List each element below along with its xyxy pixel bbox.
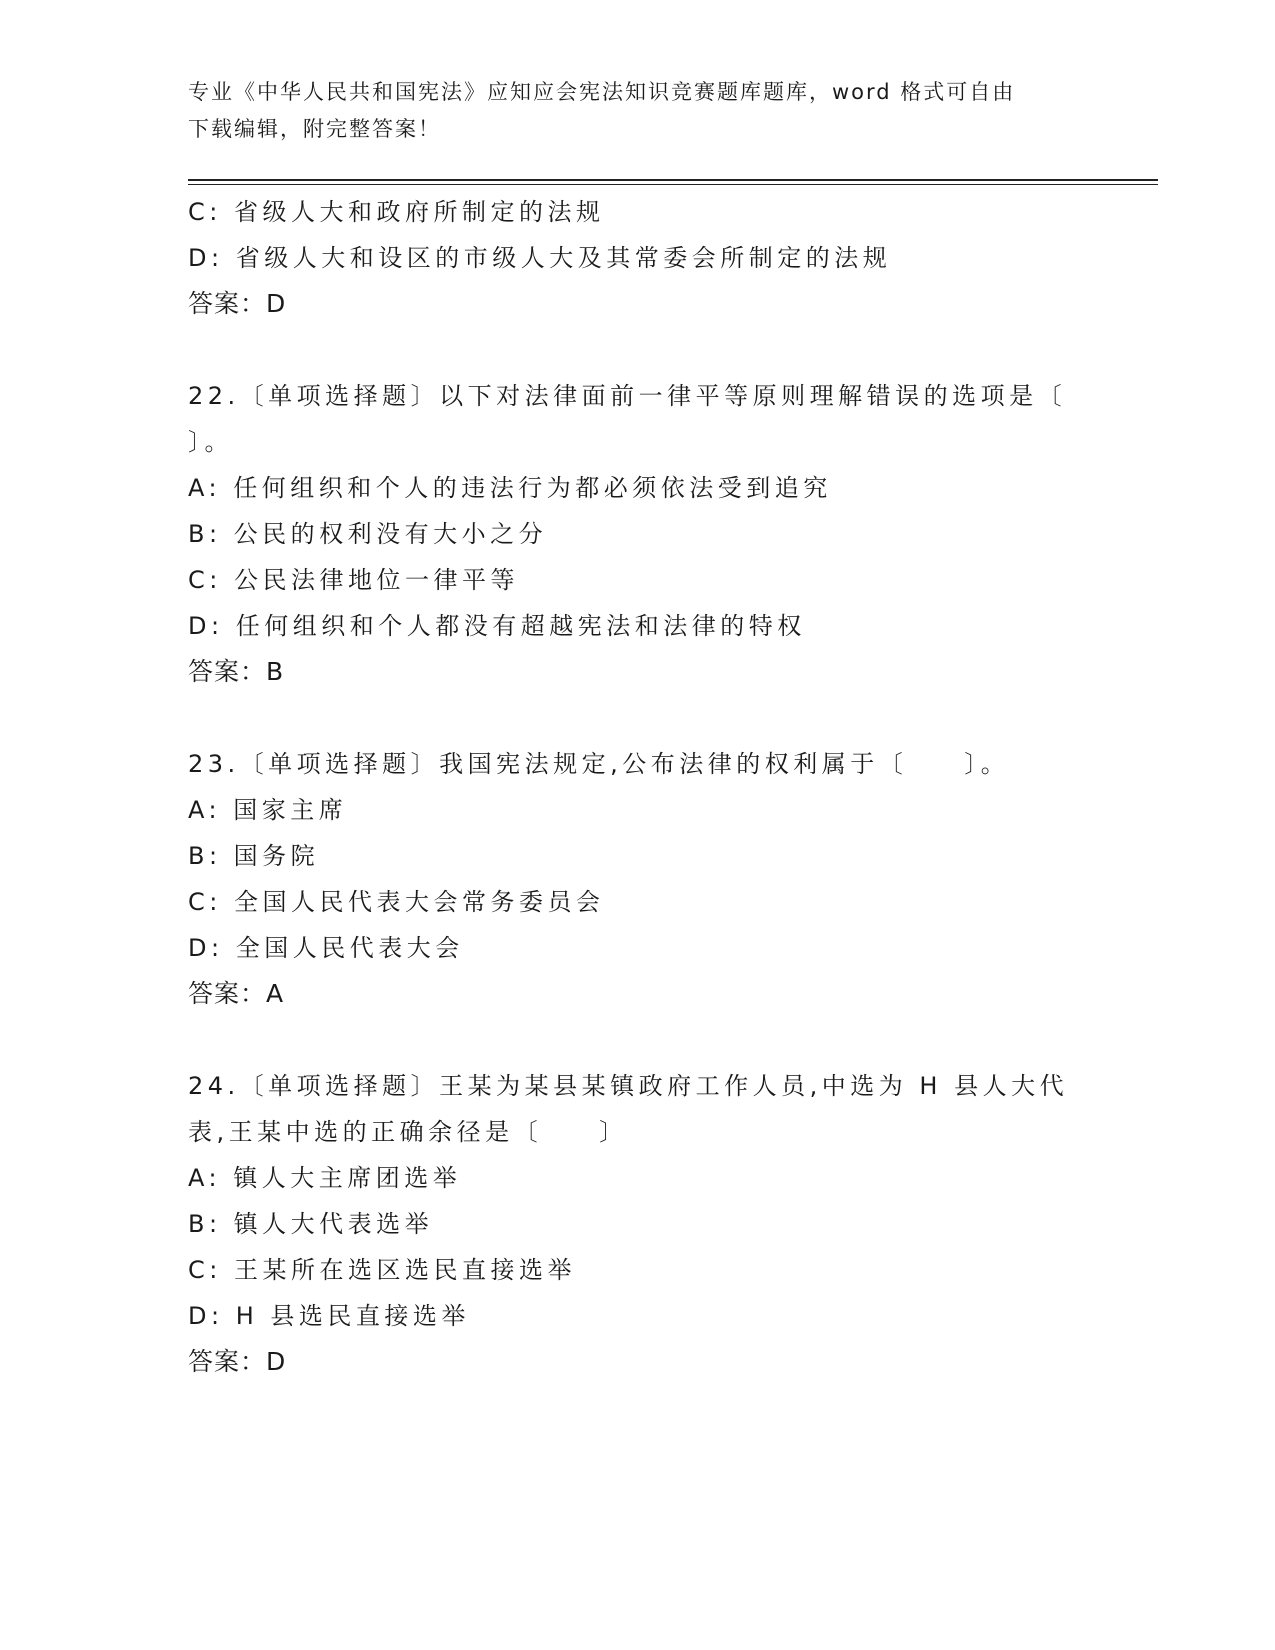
question-stem: 22.〔单项选择题〕以下对法律面前一律平等原则理解错误的选项是〔 <box>188 382 1067 410</box>
header-line-2: 下载编辑，附完整答案！ <box>188 117 441 141</box>
option-c: C: 公民法律地位一律平等 <box>188 566 519 594</box>
option-d: D: 任何组织和个人都没有超越宪法和法律的特权 <box>188 612 806 640</box>
spacer <box>188 327 1088 373</box>
spacer <box>188 695 1088 741</box>
question-23 <box>188 741 1088 1017</box>
question-list <box>188 189 1088 1385</box>
question-stem: 23.〔单项选择题〕我国宪法规定,公布法律的权利属于〔 〕。 <box>188 750 1010 778</box>
option-c: C: 王某所在选区选民直接选举 <box>188 1256 576 1284</box>
question-stem-continued: 〕。 <box>188 428 233 456</box>
option-d: D: H 县选民直接选举 <box>188 1302 470 1330</box>
header-divider-thin <box>188 184 1158 185</box>
header-divider-thick <box>188 179 1158 181</box>
question-stem-continued: 表,王某中选的正确余径是〔 〕 <box>188 1118 628 1146</box>
answer-line: 答案：B <box>188 657 285 686</box>
answer-line: 答案：D <box>188 289 287 318</box>
option-c: C: 省级人大和政府所制定的法规 <box>188 198 605 226</box>
question-24 <box>188 1063 1088 1385</box>
header-line-1: 专业《中华人民共和国宪法》应知应会宪法知识竞赛题库题库，word 格式可自由 <box>188 80 1016 104</box>
document-header <box>188 74 1068 148</box>
prev-question <box>188 189 1088 327</box>
spacer <box>188 1017 1088 1063</box>
option-d: D: 全国人民代表大会 <box>188 934 464 962</box>
option-a: A: 镇人大主席团选举 <box>188 1164 462 1192</box>
option-b: B: 国务院 <box>188 842 320 870</box>
option-b: B: 公民的权利没有大小之分 <box>188 520 548 548</box>
answer-line: 答案：A <box>188 979 285 1008</box>
question-22 <box>188 373 1088 695</box>
option-a: A: 国家主席 <box>188 796 348 824</box>
option-a: A: 任何组织和个人的违法行为都必须依法受到追究 <box>188 474 832 502</box>
question-stem: 24.〔单项选择题〕王某为某县某镇政府工作人员,中选为 H 县人大代 <box>188 1072 1069 1100</box>
option-b: B: 镇人大代表选举 <box>188 1210 434 1238</box>
option-c: C: 全国人民代表大会常务委员会 <box>188 888 605 916</box>
option-d: D: 省级人大和设区的市级人大及其常委会所制定的法规 <box>188 244 892 272</box>
answer-line: 答案：D <box>188 1347 287 1376</box>
